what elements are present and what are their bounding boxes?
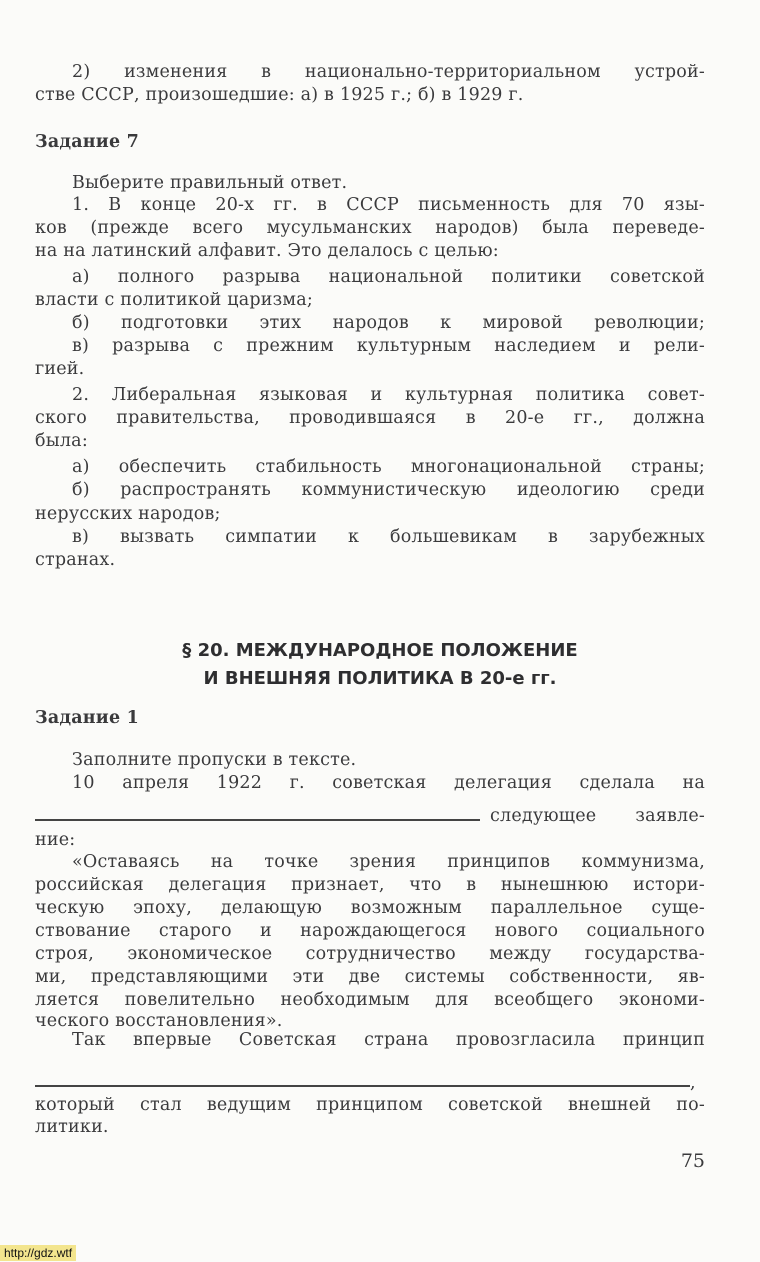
text-line: Так впервые Советская страна провозгласила принцип (72, 1030, 705, 1050)
text-line: «Оставаясь на точке зрения принципов коммунизма, (72, 852, 705, 872)
text-line: ческого восстановления». (35, 1011, 283, 1031)
answer-blank-1[interactable] (35, 819, 480, 821)
text-line: странах. (35, 550, 116, 570)
text-line: гией. (35, 359, 85, 379)
text-line: в) разрыва с прежним культурным наследием и рели- (72, 336, 705, 356)
text-line: ми, представляющими эти две системы собственности, яв- (35, 967, 705, 987)
text-line: который стал ведущим принципом советской внешней по- (35, 1095, 705, 1115)
text-line: литики. (35, 1117, 109, 1137)
text-line: ние: (35, 830, 76, 850)
text-line: Заполните пропуски в тексте. (72, 750, 357, 770)
task-title: Задание 7 (35, 132, 139, 152)
task-title: Задание 1 (35, 708, 139, 728)
page-number: 75 (680, 1150, 705, 1172)
text-line: ляется повелительно необходимым для всеобщего экономи- (35, 990, 705, 1010)
section-heading: § 20. МЕЖДУНАРОДНОЕ ПОЛОЖЕНИЕ (182, 640, 578, 661)
text-line: на на латинский алфавит. Это делалось с целью: (35, 241, 499, 261)
text-line: ствование старого и нарождающегося нового социального (35, 921, 705, 941)
text-line: строя, экономическое сотрудничество между государства- (35, 944, 705, 964)
text-line: ского правительства, проводившаяся в 20-е гг., должна (35, 408, 705, 428)
text-line: стве СССР, произошедшие: а) в 1925 г.; б) в 1929 г. (35, 85, 524, 105)
text-line: следующее заявле- (490, 806, 705, 826)
text-line: 2) изменения в национально-территориальном устрой- (72, 62, 705, 82)
text-line: 1. В конце 20-х гг. в СССР письменность для 70 язы- (72, 195, 705, 215)
text-line: 2. Либеральная языковая и культурная политика совет- (72, 385, 705, 405)
text-line: российская делегация признает, что в нынешнюю истори- (35, 875, 705, 895)
text-line: в) вызвать симпатии к большевикам в зарубежных (72, 527, 705, 547)
answer-blank-2[interactable] (35, 1085, 690, 1087)
text-line: власти с политикой царизма; (35, 290, 313, 310)
text-line: а) полного разрыва национальной политики советской (72, 267, 705, 287)
watermark-link[interactable]: http://gdz.wtf (0, 1245, 76, 1261)
text-line: нерусских народов; (35, 504, 221, 524)
text-line: была: (35, 431, 88, 451)
text-line: , (690, 1073, 696, 1093)
text-line: ков (прежде всего мусульманских народов) была переведе- (35, 218, 705, 238)
text-line: б) распространять коммунистическую идеологию среди (72, 480, 705, 500)
text-line: ческую эпоху, делающую возможным параллельное суще- (35, 898, 705, 918)
text-line: б) подготовки этих народов к мировой революции; (72, 313, 705, 333)
text-line: 10 апреля 1922 г. советская делегация сделала на (72, 773, 705, 793)
section-heading: И ВНЕШНЯЯ ПОЛИТИКА В 20-е гг. (203, 668, 557, 689)
text-line: Выберите правильный ответ. (72, 173, 348, 193)
text-line: а) обеспечить стабильность многонациональной страны; (72, 457, 705, 477)
